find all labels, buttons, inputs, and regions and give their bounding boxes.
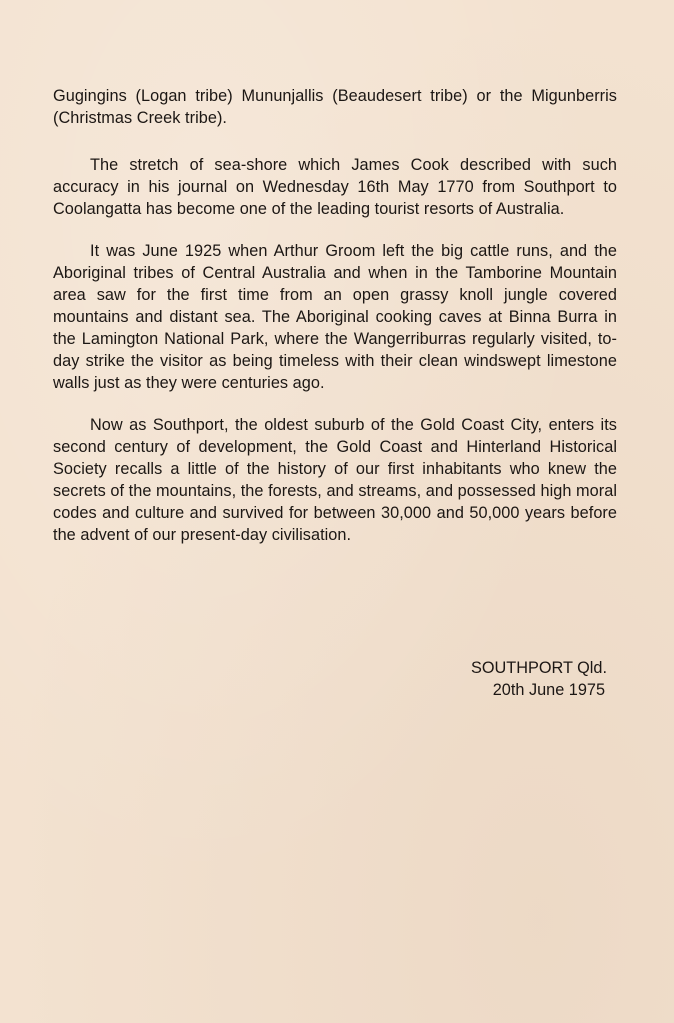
paragraph-southport: Now as Southport, the oldest suburb of the Gold Coast City, enters its second century of development, the Gold Coast and Hinterland Historical Society recalls a little of the history of our first inhabitants who knew the secrets of the mountains, the forests, and streams, and possessed high moral codes and culture and survived for between 30,000 and 50,000 years before the advent of our present-day civilisation.	[53, 416, 617, 544]
paragraph-james-cook: The stretch of sea-shore which James Cook described with such accuracy in his journal on Wednesday 16th May 1770 from Southport to Coolangatta has become one of the leading tourist resorts of Australia.	[53, 156, 617, 218]
paragraph-continuation: Gugingins (Logan tribe) Mununjallis (Beaudesert tribe) or the Migunberris (Christmas Creek tribe).	[53, 87, 617, 127]
signature-block	[471, 657, 607, 701]
signature-place: SOUTHPORT Qld.	[470, 659, 607, 677]
document-page	[53, 85, 617, 699]
signature-date: 20th June 1975	[492, 681, 605, 699]
paragraph-arthur-groom: It was June 1925 when Arthur Groom left the big cattle runs, and the Aboriginal tribes of Central Australia and when in the Tamborine Mountain area saw for the first time from an open grassy knoll jungle covered mountains and distant sea. The Aboriginal cooking caves at Binna Burra in the Lamington National Park, where the Wangerriburras regularly visited, to-day strike the visitor as being timeless with their clean windswept limestone walls just as they were centuries ago.	[53, 242, 617, 392]
